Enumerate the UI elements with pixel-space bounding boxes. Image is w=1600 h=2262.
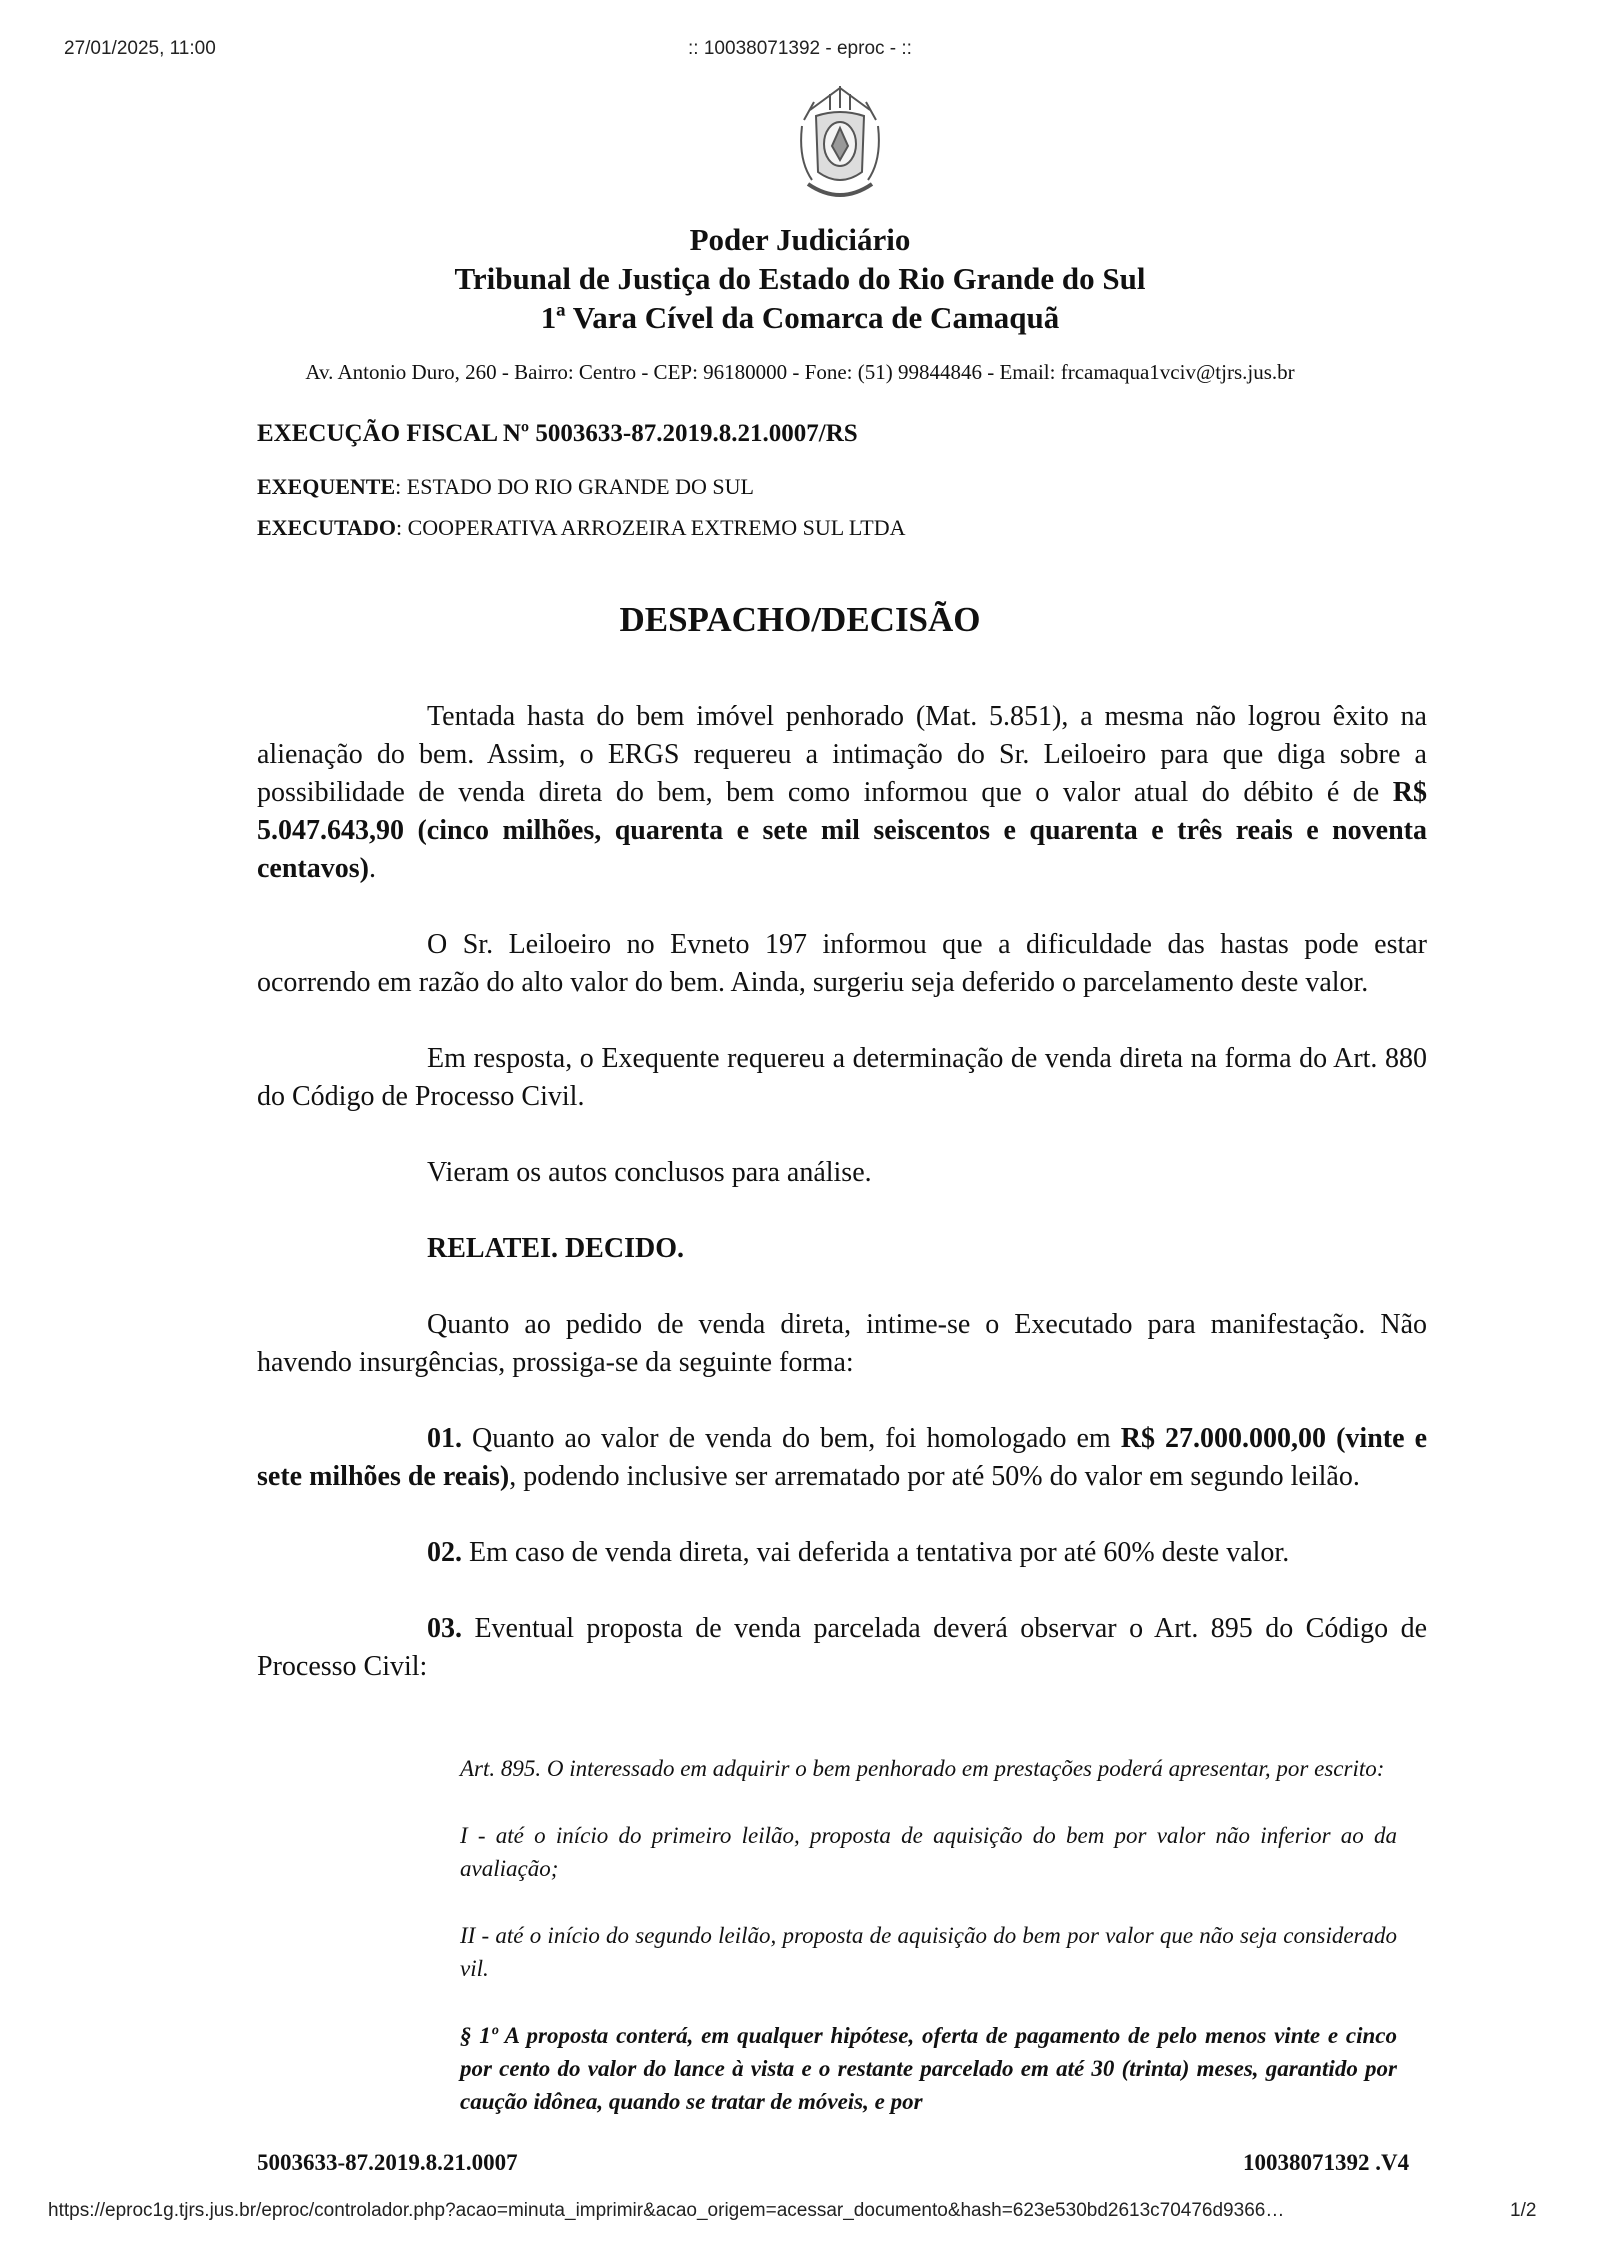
- document-title: DESPACHO/DECISÃO: [619, 600, 981, 639]
- executado-label: EXECUTADO: [257, 515, 396, 540]
- p8-number: 02.: [427, 1537, 462, 1568]
- exequente-label: EXEQUENTE: [257, 474, 396, 499]
- quote-item-i: I - até o início do primeiro leilão, proposta de aquisição do bem por valor não inferior ao da avaliação;: [460, 1823, 1397, 1881]
- print-page-title: :: 10038071392 - eproc - ::: [688, 38, 912, 59]
- print-datetime: 27/01/2025, 11:00: [64, 38, 216, 59]
- party-executado: [257, 515, 905, 541]
- p1-text-c: .: [368, 853, 376, 884]
- p1-debt-amount: R$ 5.047.643,90 (cinco milhões, quarenta e sete mil seiscentos e quarenta e três reais e noventa centavos): [257, 777, 1427, 884]
- paragraph-6: Quanto ao pedido de venda direta, intime-se o Executado para manifestação. Não havendo insurgências, prossiga-se da seguinte forma:: [257, 1309, 1427, 1378]
- paragraph-7: [257, 1420, 1427, 1496]
- print-page-number: 1/2: [1510, 2200, 1537, 2221]
- p9-text: Eventual proposta de venda parcelada deverá observar o Art. 895 do Código de Processo Civil:: [257, 1613, 1427, 1682]
- court-name-line3: 1ª Vara Cível da Comarca de Camaquã: [540, 300, 1060, 335]
- legal-quote: [460, 1752, 1397, 2152]
- paragraph-5: [257, 1230, 1427, 1268]
- quote-paragraph-1: § 1º A proposta conterá, em qualquer hipótese, oferta de pagamento de pelo menos vinte e cinco por cento do valor do lance à vista e o restante parcelado em até 30 (trinta) meses, garantido por caução idônea, quando se tratar de móveis, e por: [460, 2023, 1397, 2114]
- paragraph-4: Vieram os autos conclusos para análise.: [427, 1157, 872, 1188]
- footer-document-id: 10038071392 .V4: [1243, 2150, 1410, 2175]
- relatei-decido: RELATEI. DECIDO.: [427, 1233, 684, 1264]
- p7-number: 01.: [427, 1423, 462, 1454]
- p9-number: 03.: [427, 1613, 462, 1644]
- footer-process-number: 5003633-87.2019.8.21.0007: [257, 2150, 518, 2175]
- exequente-value: : ESTADO DO RIO GRANDE DO SUL: [395, 474, 754, 499]
- p7-sale-value: R$ 27.000.000,00 (vinte e sete milhões de reais): [257, 1423, 1427, 1492]
- decision-body: [257, 698, 1427, 1724]
- quote-art-895: Art. 895. O interessado em adquirir o bem penhorado em prestações poderá apresentar, por escrito:: [460, 1756, 1385, 1781]
- p7-text-c: , podendo inclusive ser arrematado por até 50% do valor em segundo leilão.: [509, 1461, 1360, 1492]
- paragraph-8: [257, 1534, 1427, 1572]
- p7-text-a: Quanto ao valor de venda do bem, foi homologado em: [462, 1423, 1121, 1454]
- browser-print-header: [0, 38, 1600, 64]
- quote-item-ii: II - até o início do segundo leilão, proposta de aquisição do bem por valor que não seja considerado vil.: [460, 1923, 1397, 1981]
- p1-text-a: Tentada hasta do bem imóvel penhorado (Mat. 5.851), a mesma não logrou êxito na alienação do bem. Assim, o ERGS requereu a intimação do Sr. Leiloeiro para que diga sobre a possibilidade de venda direta do bem, bem como informou que o valor atual do débito é de: [257, 701, 1427, 808]
- court-name-line2: Tribunal de Justiça do Estado do Rio Grande do Sul: [454, 261, 1146, 296]
- paragraph-2: O Sr. Leiloeiro no Evneto 197 informou que a dificuldade das hastas pode estar ocorrendo em razão do alto valor do bem. Ainda, surgeriu seja deferido o parcelamento deste valor.: [257, 929, 1427, 998]
- court-address: Av. Antonio Duro, 260 - Bairro: Centro - CEP: 96180000 - Fone: (51) 99844846 - Email: frcamaqua1vciv@tjrs.jus.br: [305, 360, 1295, 384]
- paragraph-1: [257, 698, 1427, 888]
- court-name-line1: Poder Judiciário: [689, 222, 911, 257]
- case-title: EXECUÇÃO FISCAL Nº 5003633-87.2019.8.21.0007/RS: [257, 420, 858, 447]
- paragraph-3: Em resposta, o Exequente requereu a determinação de venda direta na forma do Art. 880 do Código de Processo Civil.: [257, 1043, 1427, 1112]
- browser-print-footer: [0, 2200, 1600, 2226]
- print-url: https://eproc1g.tjrs.jus.br/eproc/controlador.php?acao=minuta_imprimir&acao_origem=acessar_documento&hash=623e530bd2613c70476d9366…: [48, 2200, 1285, 2221]
- paragraph-9: [257, 1610, 1427, 1686]
- p8-text: Em caso de venda direta, vai deferida a tentativa por até 60% deste valor.: [462, 1537, 1290, 1568]
- executado-value: : COOPERATIVA ARROZEIRA EXTREMO SUL LTDA: [395, 515, 906, 540]
- party-exequente: [257, 474, 754, 500]
- coat-of-arms-icon: [790, 80, 890, 212]
